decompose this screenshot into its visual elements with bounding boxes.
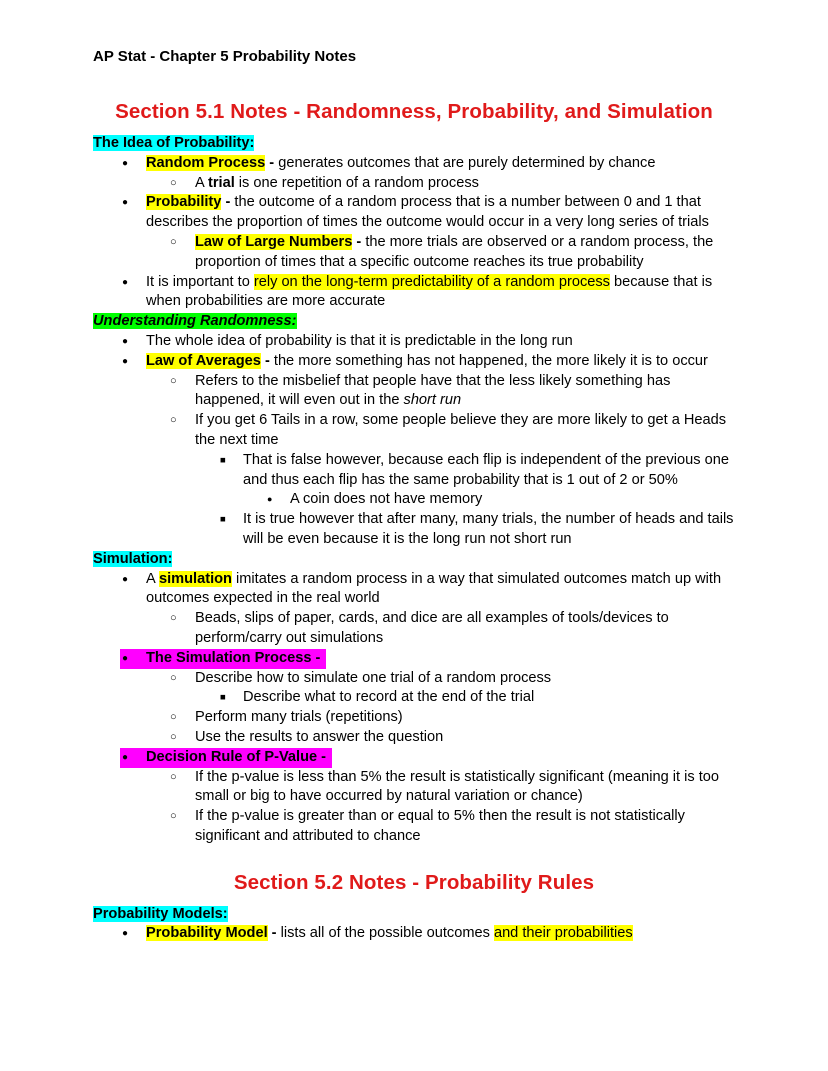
- bullet-item-level-2: [93, 609, 735, 649]
- bullet-item-level-1: [93, 154, 735, 174]
- text-run: A: [195, 174, 208, 191]
- bullet-item-level-1: [93, 352, 735, 372]
- text-run: lists all of the possible outcomes: [280, 925, 494, 942]
- text-run: If the p-value is greater than or equal to 5% then the result is not statistically significant and attributed to chance: [195, 808, 685, 844]
- bullet-marker: ○: [170, 235, 177, 248]
- text-run: It is important to: [146, 273, 254, 290]
- bullet-marker: ●: [122, 157, 129, 169]
- bullet-text: [290, 490, 735, 510]
- bullet-marker: ●: [122, 355, 129, 367]
- text-run: That is false however, because each flip is independent of the previous one and thus each flip has the same probability that is 1 out of 2 or 50%: [243, 451, 729, 488]
- text-run: trial: [207, 174, 235, 191]
- bullet-item-level-1: [93, 193, 735, 233]
- section-heading: Section 5.1 Notes - Randomness, Probability, and Simulation: [115, 100, 713, 123]
- bullet-marker: ○: [170, 770, 177, 783]
- bullet-item-level-1: [93, 924, 735, 944]
- topic-label-text: [93, 551, 172, 567]
- text-run: A: [146, 570, 159, 587]
- bullet-text: [195, 372, 735, 412]
- bullet-marker: ●: [122, 335, 129, 347]
- highlight-band: [120, 748, 332, 768]
- text-run: Perform many trials (repetitions): [195, 709, 403, 726]
- bullet-item-level-1: [93, 273, 735, 313]
- text-run: the more trials are observed or a random process, the proportion of times that a specific outcome reaches its true probability: [195, 233, 714, 270]
- text-run: The Simulation Process -: [146, 649, 321, 666]
- bullet-text: [146, 332, 735, 352]
- text-run: -: [267, 925, 281, 942]
- bullet-item-level-2: [93, 411, 735, 451]
- bullet-text: [195, 233, 735, 273]
- highlighted-text-run: Law of Averages: [146, 352, 261, 369]
- bullet-marker: ■: [220, 514, 226, 526]
- document-body: [93, 99, 735, 944]
- text-run: -: [265, 154, 279, 171]
- text-run: Use the results to answer the question: [195, 728, 444, 745]
- bullet-text: [195, 768, 735, 808]
- bullet-text: [146, 193, 735, 233]
- bullet-item-level-1: [93, 748, 735, 768]
- text-run: The Idea of Probability:: [93, 135, 255, 151]
- bullet-item-level-2: [93, 669, 735, 689]
- bullet-text: [146, 273, 735, 313]
- bullet-text: [195, 609, 735, 649]
- bullet-marker: ●: [122, 928, 129, 940]
- text-run: The whole idea of probability is that it is predictable in the long run: [146, 332, 573, 349]
- bullet-marker: ●: [122, 751, 129, 763]
- bullet-item-level-2: [93, 174, 735, 194]
- bullet-text: [195, 411, 735, 451]
- text-run: It is true however that after many, many trials, the number of heads and tails will be even because it is the long run not short run: [243, 511, 734, 547]
- topic-label-text: [93, 313, 297, 329]
- bullet-item-level-3: [93, 688, 735, 708]
- text-run: -: [352, 233, 366, 250]
- topic-label: [93, 550, 735, 570]
- doc-title: AP Stat - Chapter 5 Probability Notes: [93, 48, 357, 65]
- bullet-text: [195, 807, 735, 847]
- text-run: because that is when probabilities are more accurate: [146, 273, 713, 310]
- bullet-item-level-4: [93, 490, 735, 510]
- bullet-text: [146, 748, 326, 768]
- bullet-text: [243, 510, 735, 550]
- bullet-item-level-2: [93, 768, 735, 808]
- highlighted-text-run: Probability Model: [146, 925, 268, 942]
- highlighted-text-run: Random Process: [146, 154, 266, 171]
- text-run: -: [221, 194, 235, 211]
- text-run: Beads, slips of paper, cards, and dice are all examples of tools/devices to perform/carry out simulations: [195, 610, 669, 646]
- bullet-marker: ■: [220, 454, 226, 466]
- highlighted-text-run: Probability: [146, 194, 222, 211]
- bullet-text: [146, 649, 320, 669]
- bullet-marker: ●: [122, 276, 129, 288]
- text-run: imitates a random process in a way that simulated outcomes match up with outcomes expected in the real world: [146, 570, 722, 607]
- bullet-marker: ○: [170, 612, 177, 625]
- bullet-text: [195, 708, 735, 728]
- text-run: Simulation:: [93, 550, 173, 567]
- topic-label: [93, 905, 735, 925]
- bullet-marker: ○: [170, 810, 177, 823]
- bullet-marker: ●: [122, 652, 129, 664]
- text-run: Describe what to record at the end of the trial: [243, 689, 535, 706]
- text-run: If the p-value is less than 5% the result is statistically significant (meaning it is too small or big to have occurred by natural variation or chance): [195, 768, 719, 805]
- bullet-text: [146, 154, 735, 174]
- highlight-band: [120, 649, 326, 669]
- bullet-item-level-2: [93, 807, 735, 847]
- bullet-item-level-2: [93, 708, 735, 728]
- bullet-marker: ○: [170, 711, 177, 724]
- text-run: A coin does not have memory: [290, 491, 483, 508]
- bullet-text: [146, 924, 735, 944]
- text-run: Decision Rule of P-Value -: [146, 748, 327, 765]
- topic-label-text: [93, 135, 254, 151]
- text-run: is one repetition of a random process: [234, 174, 479, 191]
- bullet-item-level-2: [93, 233, 735, 273]
- bullet-item-level-1: [93, 649, 735, 669]
- text-run: short run: [403, 392, 462, 409]
- topic-label: [93, 134, 735, 154]
- bullet-marker: ○: [170, 671, 177, 684]
- bullet-item-level-1: [93, 332, 735, 352]
- text-run: Describe how to simulate one trial of a random process: [195, 669, 552, 686]
- bullet-item-level-2: [93, 728, 735, 748]
- bullet-marker: ■: [220, 692, 226, 704]
- bullet-marker: ○: [170, 176, 177, 189]
- bullet-text: [146, 570, 735, 610]
- bullet-marker: ●: [122, 197, 129, 209]
- topic-label-text: [93, 906, 228, 922]
- text-run: Refers to the misbelief that people have that the less likely something has happened, it will even out in the: [195, 372, 671, 409]
- text-run: the more something has not happened, the more likely it is to occur: [273, 352, 708, 369]
- text-run: Probability Models:: [93, 905, 228, 922]
- bullet-text: [195, 174, 735, 194]
- text-run: If you get 6 Tails in a row, some people believe they are more likely to get a Heads the next time: [195, 412, 727, 448]
- bullet-text: [195, 669, 735, 689]
- bullet-text: [195, 728, 735, 748]
- bullet-marker: ○: [170, 414, 177, 427]
- section-heading: Section 5.2 Notes - Probability Rules: [233, 870, 595, 894]
- text-run: -: [260, 352, 274, 369]
- bullet-text: [146, 352, 735, 372]
- bullet-marker: ○: [170, 730, 177, 743]
- bullet-item-level-3: [93, 451, 735, 491]
- bullet-text: [243, 688, 735, 708]
- text-run: Understanding Randomness:: [93, 313, 297, 330]
- bullet-item-level-1: [93, 570, 735, 610]
- text-run: generates outcomes that are purely determined by chance: [278, 154, 656, 171]
- highlighted-text-run: Law of Large Numbers: [195, 233, 353, 250]
- bullet-marker: ●: [122, 573, 129, 585]
- highlighted-text-run: rely on the long-term predictability of a random process: [253, 273, 610, 290]
- highlighted-text-run: simulation: [158, 570, 232, 587]
- bullet-marker: ○: [170, 374, 177, 387]
- bullet-marker: ●: [267, 494, 273, 505]
- highlighted-text-run: and their probabilities: [493, 925, 633, 942]
- bullet-text: [243, 451, 735, 491]
- bullet-item-level-3: [93, 510, 735, 550]
- bullet-item-level-2: [93, 372, 735, 412]
- topic-label: [93, 312, 735, 332]
- text-run: the outcome of a random process that is a number between 0 and 1 that describes the proportion of times the outcome would occur in a very long series of trials: [146, 194, 709, 231]
